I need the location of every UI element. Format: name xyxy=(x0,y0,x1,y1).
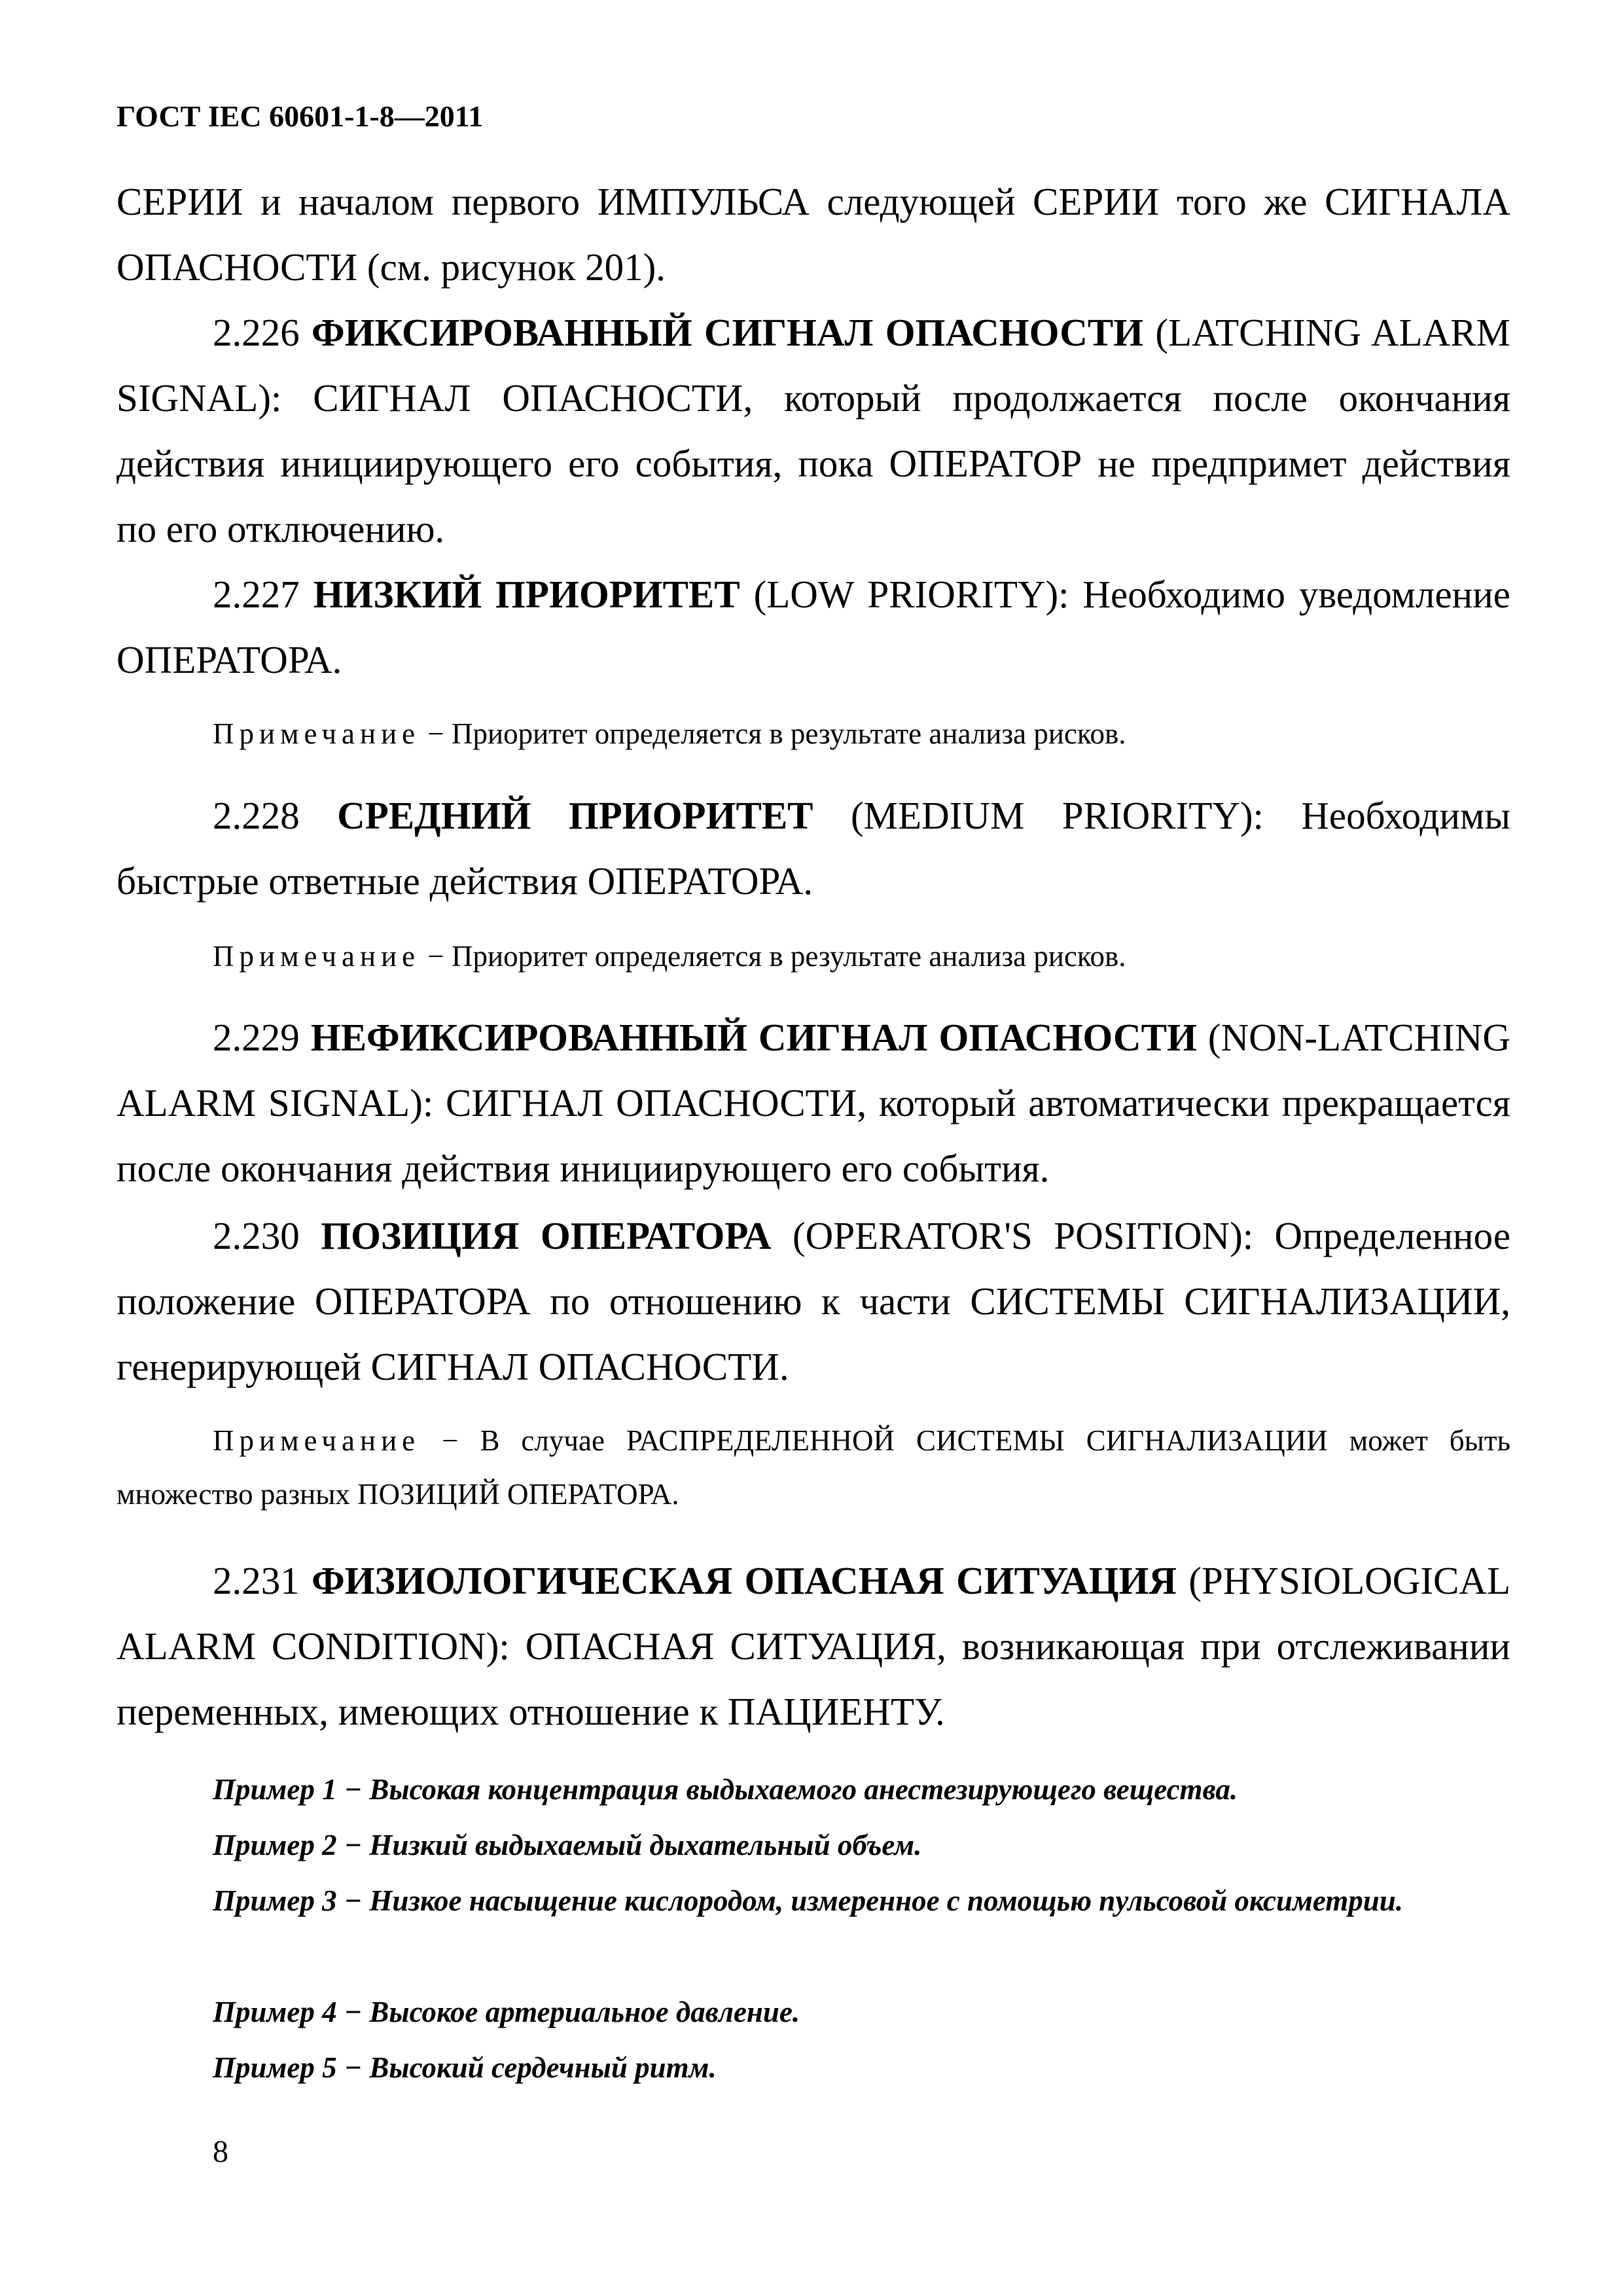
section-2-227-paragraph xyxy=(116,562,1510,692)
note-label: Примечание xyxy=(213,1424,421,1457)
section-number: 2.229 xyxy=(213,1016,300,1059)
section-term: НЕФИКСИРОВАННЫЙ СИГНАЛ ОПАСНОСТИ xyxy=(310,1016,1197,1059)
section-term: ПОЗИЦИЯ ОПЕРАТОРА xyxy=(321,1214,772,1257)
note-2-228 xyxy=(116,929,1510,983)
section-2-226-paragraph xyxy=(116,300,1510,562)
section-term: ФИЗИОЛОГИЧЕСКАЯ ОПАСНАЯ СИТУАЦИЯ xyxy=(312,1559,1177,1602)
note-text: − Приоритет определяется в результате анализа рисков. xyxy=(427,717,1126,750)
continuation-text: СЕРИИ и началом первого ИМПУЛЬСА следующей СЕРИИ того же СИГНАЛА ОПАСНОСТИ (см. рисунок 201). xyxy=(116,180,1510,289)
section-number: 2.226 xyxy=(213,311,300,354)
section-definition: (NON-LATCHING ALARM SIGNAL): СИГНАЛ ОПАСНОСТИ, который автоматически прекращается после окончания действия инициирующего его события. xyxy=(116,1016,1511,1190)
example-2: Пример 2 − Низкий выдыхаемый дыхательный объем. xyxy=(213,1829,922,1861)
note-2-230 xyxy=(116,1414,1510,1521)
section-number: 2.227 xyxy=(213,573,300,616)
section-2-230-paragraph xyxy=(116,1203,1510,1399)
note-text: − Приоритет определяется в результате анализа рисков. xyxy=(427,940,1126,973)
note-label: Примечание xyxy=(213,940,421,973)
section-2-228 xyxy=(116,783,1510,914)
example-1: Пример 1 − Высокая концентрация выдыхаемого анестезирующего вещества. xyxy=(213,1773,1238,1806)
section-definition: (MEDIUM PRIORITY): Необходимы быстрые ответные действия ОПЕРАТОРА. xyxy=(116,794,1510,903)
section-2-228-paragraph xyxy=(116,783,1510,914)
section-number: 2.230 xyxy=(213,1214,300,1257)
section-2-229 xyxy=(116,1005,1510,1201)
section-definition: (PHYSIOLOGICAL ALARM CONDITION): ОПАСНАЯ СИТУАЦИЯ, возникающая при отслеживании переменных, имеющих отношение к ПАЦИЕНТУ. xyxy=(116,1559,1510,1733)
section-definition: (LATCHING ALARM SIGNAL): СИГНАЛ ОПАСНОСТИ, который продолжается после окончания действия инициирующего его события, пока ОПЕРАТОР не предпримет действия по его отключению. xyxy=(116,311,1511,550)
note-2-227 xyxy=(116,707,1510,761)
page-number: 8 xyxy=(213,2134,228,2169)
example-3: Пример 3 − Низкое насыщение кислородом, измеренное с помощью пульсовой оксиметрии. xyxy=(213,1884,1404,1917)
example-5: Пример 5 − Высокий сердечный ритм. xyxy=(213,2051,717,2084)
section-number: 2.231 xyxy=(213,1559,300,1602)
section-definition: (OPERATOR'S POSITION): Определенное положение ОПЕРАТОРА по отношению к части СИСТЕМЫ СИГНАЛИЗАЦИИ, генерирующей СИГНАЛ ОПАСНОСТИ. xyxy=(116,1214,1511,1388)
note-label: Примечание xyxy=(213,717,421,750)
note-text: − В случае РАСПРЕДЕЛЕННОЙ СИСТЕМЫ СИГНАЛИЗАЦИИ может быть множество разных ПОЗИЦИЙ ОПЕРАТОРА. xyxy=(116,1424,1511,1511)
section-2-230 xyxy=(116,1203,1510,1399)
section-number: 2.228 xyxy=(213,794,300,837)
section-2-226 xyxy=(116,300,1510,562)
example-4: Пример 4 − Высокое артериальное давление. xyxy=(213,1996,800,2028)
section-2-231-paragraph xyxy=(116,1548,1510,1744)
section-definition: (LOW PRIORITY): Необходимо уведомление ОПЕРАТОРА. xyxy=(116,573,1510,681)
section-2-227 xyxy=(116,562,1510,692)
section-term: ФИКСИРОВАННЫЙ СИГНАЛ ОПАСНОСТИ xyxy=(311,311,1144,354)
continuation-paragraph xyxy=(116,169,1510,300)
section-2-229-paragraph xyxy=(116,1005,1510,1201)
section-term: СРЕДНИЙ ПРИОРИТЕТ xyxy=(337,794,813,837)
section-2-231 xyxy=(116,1548,1510,1744)
section-term: НИЗКИЙ ПРИОРИТЕТ xyxy=(313,573,740,616)
document-header: ГОСТ IEC 60601-1-8—2011 xyxy=(116,99,484,133)
